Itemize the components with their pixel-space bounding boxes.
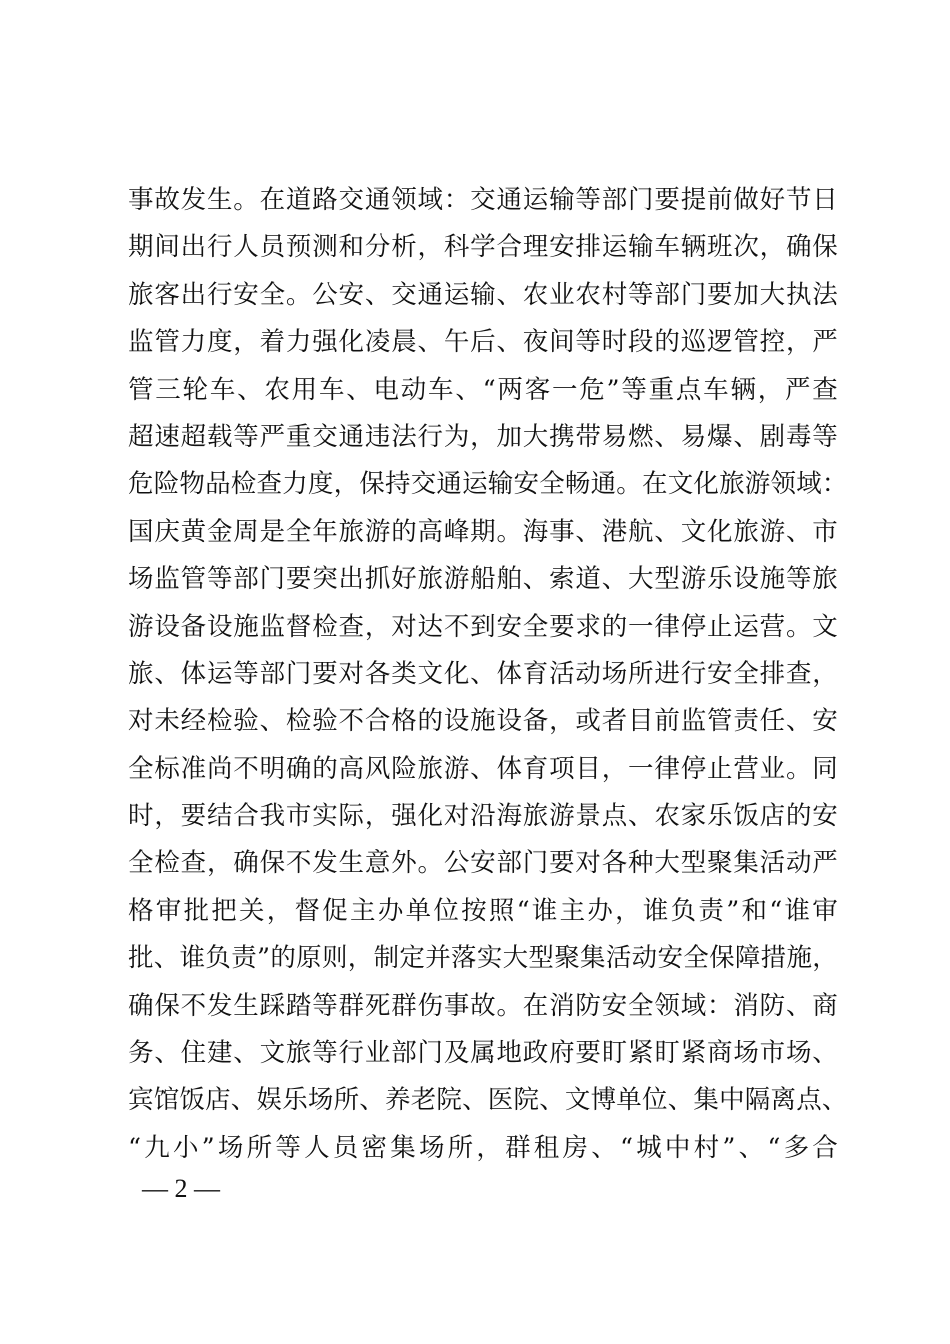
text-line-21: “九小”场所等人员密集场所，群租房、“城中村”、“多合 [128,1132,838,1163]
text-line-6: 超速超载等严重交通违法行为，加大携带易燃、易爆、剧毒等 [128,421,838,452]
text-line-20: 宾馆饭店、娱乐场所、养老院、医院、文博单位、集中隔离点、 [128,1085,848,1116]
text-line-12: 对未经检验、检验不合格的设施设备，或者目前监管责任、安 [128,706,838,737]
page-number: — 2 — [142,1174,220,1203]
text-line-8: 国庆黄金周是全年旅游的高峰期。海事、港航、文化旅游、市 [128,516,838,547]
text-line-1: 事故发生。在道路交通领域：交通运输等部门要提前做好节日 [128,185,838,215]
text-line-3: 旅客出行安全。公安、交通运输、农业农村等部门要加大执法 [128,279,838,310]
text-line-9: 场监管等部门要突出抓好旅游船舶、索道、大型游乐设施等旅 [128,564,838,595]
text-line-5: 管三轮车、农用车、电动车、“两客一危”等重点车辆，严查 [128,374,838,405]
text-line-16: 格审批把关，督促主办单位按照“谁主办，谁负责”和“谁审 [128,895,838,926]
text-line-7: 危险物品检查力度，保持交通运输安全畅通。在文化旅游领域： [128,469,848,500]
text-line-11: 旅、体运等部门要对各类文化、体育活动场所进行安全排查， [128,658,838,689]
text-line-15: 全检查，确保不发生意外。公安部门要对各种大型聚集活动严 [128,848,838,879]
text-line-17: 批、谁负责”的原则，制定并落实大型聚集活动安全保障措施， [128,943,838,974]
text-line-14: 时，要结合我市实际，强化对沿海旅游景点、农家乐饭店的安 [128,801,838,832]
text-line-4: 监管力度，着力强化凌晨、午后、夜间等时段的巡逻管控，严 [128,327,838,358]
text-line-2: 期间出行人员预测和分析，科学合理安排运输车辆班次，确保 [128,232,838,263]
text-line-18: 确保不发生踩踏等群死群伤事故。在消防安全领域：消防、商 [128,990,838,1021]
text-line-19: 务、住建、文旅等行业部门及属地政府要盯紧盯紧商场市场、 [128,1038,838,1069]
text-line-10: 游设备设施监督检查，对达不到安全要求的一律停止运营。文 [128,611,838,642]
body-text [128,177,848,1172]
text-line-13: 全标准尚不明确的高风险旅游、体育项目，一律停止营业。同 [128,753,838,784]
